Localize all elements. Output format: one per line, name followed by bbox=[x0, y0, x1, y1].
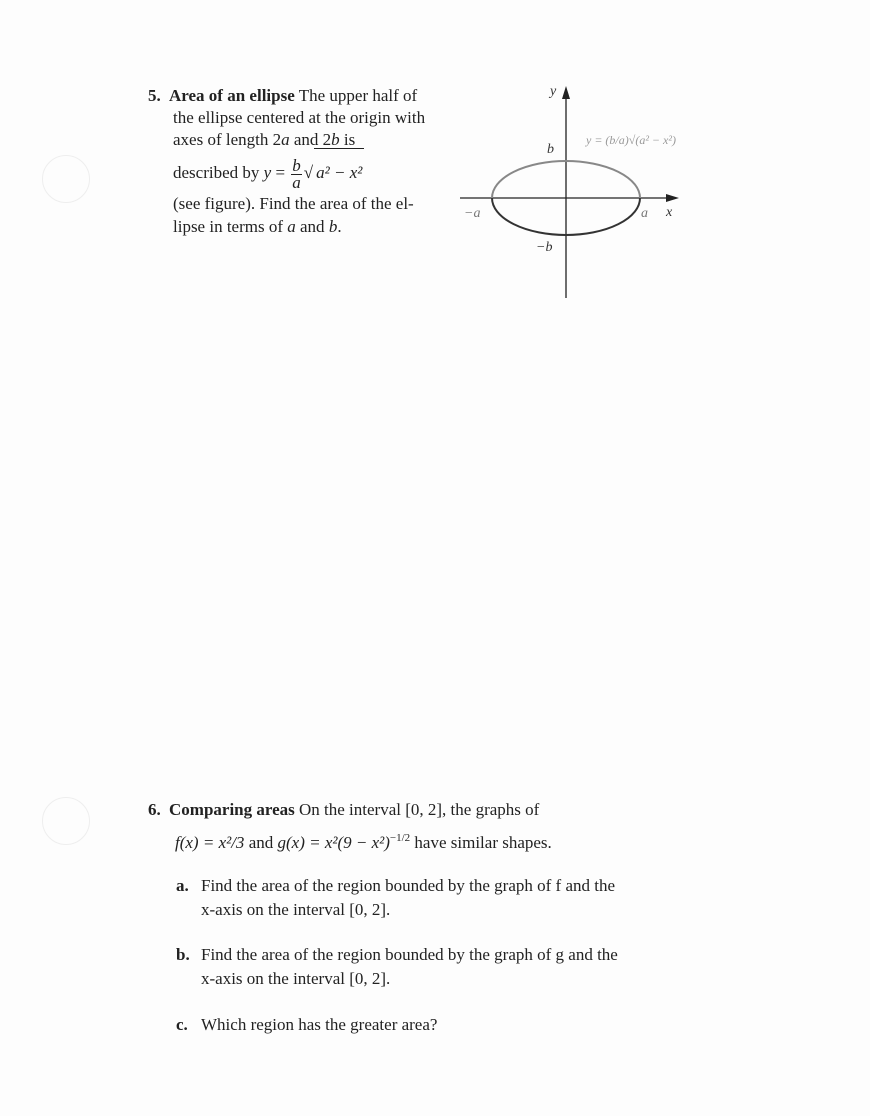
math-var: a bbox=[287, 217, 296, 236]
part-text: x-axis on the interval [0, 2]. bbox=[201, 969, 391, 988]
radicand: a² − x² bbox=[314, 148, 364, 197]
math-var: b bbox=[331, 130, 340, 149]
problem-title: Area of an ellipse bbox=[169, 86, 295, 105]
part-text: Which region has the greater area? bbox=[201, 1015, 438, 1034]
text: have similar shapes. bbox=[410, 833, 552, 852]
problem-text: the ellipse centered at the origin with bbox=[173, 108, 426, 127]
function-g: g(x) = x²(9 − x²) bbox=[277, 833, 390, 852]
problem-6-line-2 bbox=[175, 833, 552, 853]
part-text: Find the area of the region bounded by the graph of f and the bbox=[201, 876, 616, 895]
part-text: x-axis on the interval [0, 2]. bbox=[201, 900, 391, 919]
problem-title: Comparing areas bbox=[169, 800, 295, 819]
curve-equation-label: y = (b/a)√(a² − x²) bbox=[586, 133, 676, 147]
problem-text: On the interval [0, 2], the graphs of bbox=[299, 800, 540, 819]
part-label: b. bbox=[176, 945, 190, 964]
problem-number: 5. bbox=[148, 86, 161, 105]
text: . bbox=[337, 217, 342, 236]
b-label: b bbox=[547, 142, 554, 157]
neg-a-label: −a bbox=[464, 206, 481, 221]
part-label: a. bbox=[176, 876, 189, 895]
text: axes of length 2 bbox=[173, 130, 282, 149]
part-label: c. bbox=[176, 1015, 188, 1034]
hole-punch-mark bbox=[42, 797, 90, 845]
math-var: y bbox=[263, 163, 272, 182]
part-b bbox=[176, 945, 618, 988]
text: lipse in terms of bbox=[173, 217, 288, 236]
numerator: b bbox=[292, 155, 301, 175]
function-f: f(x) = x²/3 bbox=[175, 833, 245, 852]
neg-b-label: −b bbox=[536, 240, 553, 255]
text: = bbox=[271, 163, 290, 182]
problem-text: The upper half of bbox=[298, 86, 418, 105]
text: is bbox=[339, 130, 356, 149]
text: and 2 bbox=[289, 130, 332, 149]
math-var: a bbox=[281, 130, 290, 149]
ellipse-graph bbox=[0, 0, 870, 320]
problem-6-line-1 bbox=[148, 800, 539, 820]
x-axis-label: x bbox=[666, 205, 673, 220]
text: and bbox=[295, 217, 329, 236]
text: and bbox=[244, 833, 278, 852]
y-axis-arrow bbox=[562, 86, 570, 99]
denominator: a bbox=[292, 172, 301, 192]
part-c bbox=[176, 1015, 438, 1035]
y-axis-label: y bbox=[550, 84, 557, 99]
text: described by bbox=[173, 163, 264, 182]
a-label: a bbox=[641, 206, 648, 221]
sqrt-symbol: √ bbox=[303, 163, 314, 182]
part-text: Find the area of the region bounded by the graph of g and the bbox=[201, 945, 618, 964]
problem-text: (see figure). Find the area of the el- bbox=[173, 194, 414, 213]
problem-number: 6. bbox=[148, 800, 161, 819]
math-var: b bbox=[328, 217, 338, 236]
part-a bbox=[176, 876, 616, 919]
x-axis-arrow bbox=[666, 194, 679, 202]
exponent: −1/2 bbox=[389, 832, 411, 844]
